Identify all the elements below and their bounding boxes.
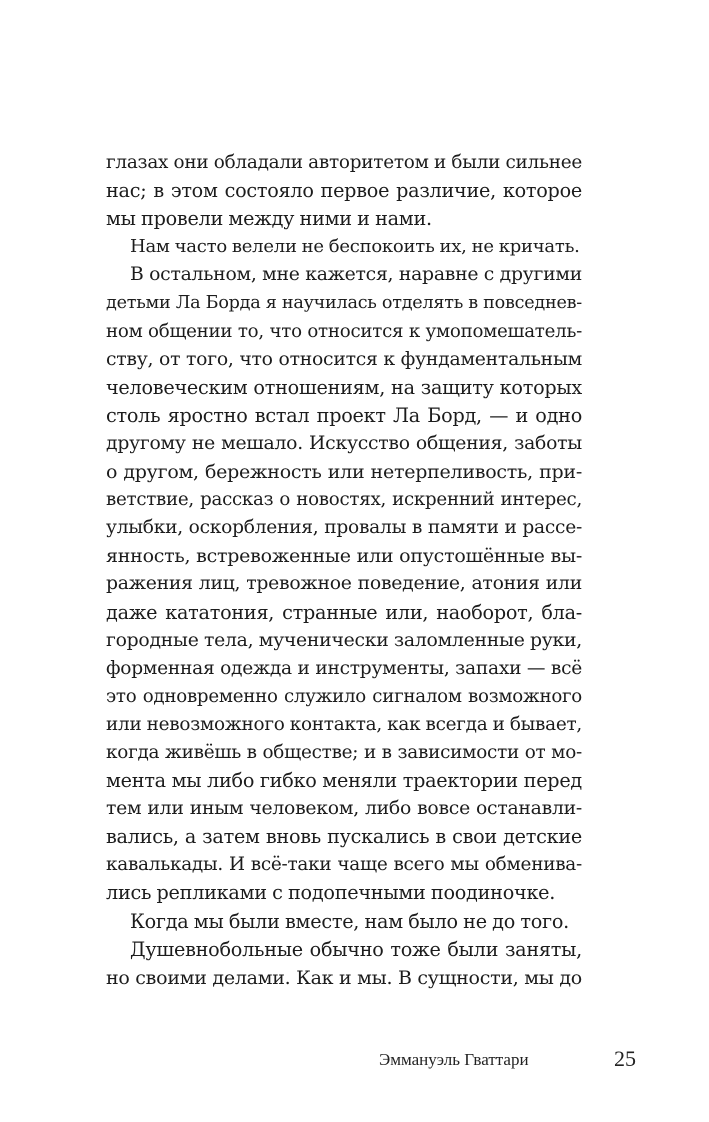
text-line: тем или иным человеком, либо вовсе останавли-: [106, 798, 582, 820]
text-line: нас; в этом состояло первое различие, которое: [106, 179, 582, 203]
text-line: городные тела, мученически заломленные руки,: [106, 629, 582, 651]
text-line: янность, встревоженные или опустошённые вы-: [106, 545, 582, 568]
text-line: даже кататония, странные или, наоборот, бла-: [106, 600, 582, 624]
text-line: Когда мы были вместе, нам было не до того.: [130, 909, 569, 933]
text-line: детьми Ла Борда я научилась отделять в повседнев-: [106, 293, 582, 314]
text-line: вались, а затем вновь пускались в свои детские: [106, 825, 582, 849]
text-line: или невозможного контакта, как всегда и бывает,: [106, 713, 582, 735]
text-line: Душевнобольные обычно тоже были заняты,: [130, 937, 582, 961]
text-line: глазах они обладали авторитетом и были сильнее: [106, 152, 582, 173]
text-line: это одновременно служило сигналом возможного: [106, 685, 582, 707]
page-number: 25: [614, 1046, 636, 1071]
text-line: ветствие, рассказ о новостях, искренний интерес,: [106, 489, 582, 511]
text-line: о другом, бережность или нетерпеливость, при-: [106, 461, 582, 484]
text-line: но своими делами. Как и мы. В сущности, мы до: [106, 966, 582, 989]
text-line: мы провели между ними и нами.: [106, 207, 432, 231]
text-line: ству, от того, что относится к фундаментальным: [106, 348, 582, 370]
text-line: форменная одежда и инструменты, запахи — всё: [106, 657, 582, 679]
text-line: кавалькады. И всё-таки чаще всего мы обменива-: [106, 854, 582, 876]
text-line: ражения лиц, тревожное поведение, атония или: [106, 573, 582, 595]
text-line: мента мы либо гибко меняли траектории перед: [106, 769, 582, 793]
running-head-author: Эммануэль Гваттари: [379, 1050, 529, 1069]
text-line: другому не мешало. Искусство общения, заботы: [106, 432, 582, 454]
text-line: улыбки, оскорбления, провалы в памяти и рассе-: [106, 517, 582, 539]
text-line: когда живёшь в обществе; и в зависимости от мо-: [106, 741, 582, 763]
text-line: лись репликами с подопечными поодиночке.: [106, 881, 556, 905]
text-line: столь яростно встал проект Ла Борд, — и одно: [106, 403, 582, 427]
text-line: ном общении то, что относится к умопомешатель-: [106, 320, 582, 342]
page-footer: [0, 1046, 709, 1076]
body-text: [106, 149, 582, 992]
text-line: Нам часто велели не беспокоить их, не кричать.: [130, 236, 580, 258]
text-line: человеческим отношениям, на защиту которых: [106, 375, 582, 399]
text-line: В остальном, мне кажется, наравне с другими: [130, 264, 582, 286]
